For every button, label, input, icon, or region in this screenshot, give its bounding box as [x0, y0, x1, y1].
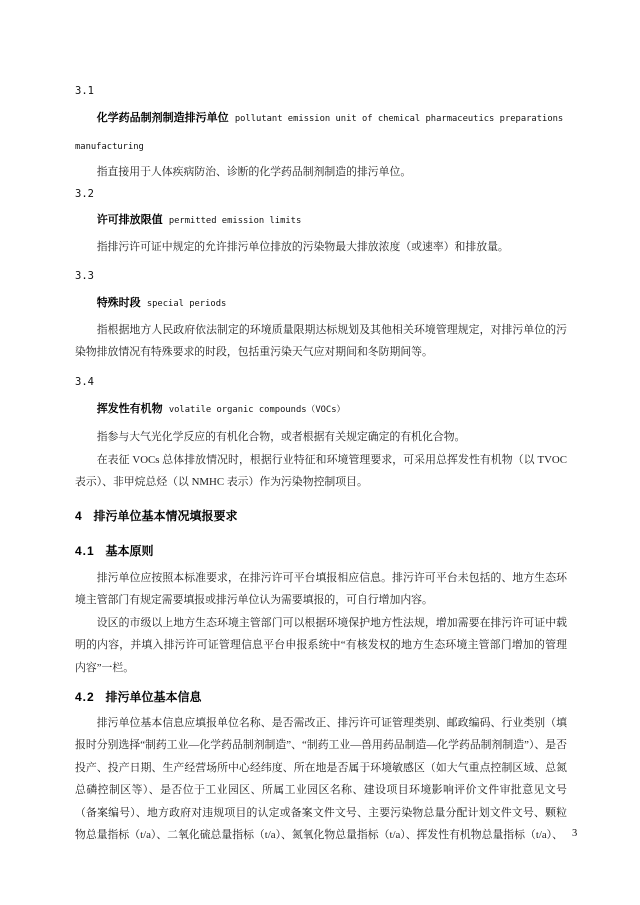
term-definition-3-2: 指排污许可证中规定的允许排污单位排放的污染物最大排放浓度（或速率）和排放量。	[96, 240, 509, 253]
term-en: volatile organic compounds（VOCs）	[168, 405, 346, 415]
term-heading-3-4	[75, 396, 581, 424]
term-definition-3-4: 指参与大气光化学反应的有机化合物，或者根据有关规定确定的有机化合物。	[96, 431, 466, 443]
term-zh: 挥发性有机物	[96, 403, 163, 415]
section-number: 4.2	[75, 690, 95, 704]
clause-number-3-2: 3.2	[75, 188, 94, 200]
section-heading-4-1	[75, 540, 567, 563]
term-heading-3-1	[75, 105, 581, 161]
term-definition-3-1: 指直接用于人体疾病防治、诊断的化学药品制剂制造的排污单位。	[96, 165, 412, 178]
term-zh: 特殊时段	[96, 296, 141, 309]
term-en: special periods	[146, 298, 227, 309]
section-number: 4	[75, 508, 83, 523]
term-heading-3-2	[75, 207, 581, 235]
term-zh: 化学药品制剂制造排污单位	[96, 111, 229, 124]
page-number: 3	[572, 828, 578, 839]
term-definition-3-3: 指根据地方人民政府依法制定的环境质量限期达标规划及其他相关环境管理规定，对排污单位的污染物排放情况有特殊要求的时段，包括重污染天气应对期间和冬防期间等。	[75, 323, 567, 358]
paragraph-4-1-b: 设区的市级以上地方生态环境主管部门可以根据环境保护地方性法规，增加需要在排污许可证中载明的内容，并填入排污许可证管理信息平台申报系统中“有核发权的地方生态环境主管部门增加的管理内容”一栏。	[75, 616, 567, 674]
term-en: pollutant emission unit of chemical pharmaceutics preparations manufacturing	[75, 113, 564, 152]
term-zh: 许可排放限值	[96, 213, 163, 226]
term-definition-3-4-note: 在表征 VOCs 总体排放情况时，根据行业特征和环境管理要求，可采用总挥发性有机物（以 TVOC 表示）、非甲烷总烃（以 NMHC 表示）作为污染物控制项目。	[75, 453, 567, 488]
section-title: 基本原则	[105, 544, 154, 558]
clause-number-3-4: 3.4	[75, 375, 94, 388]
section-title: 排污单位基本情况填报要求	[93, 508, 238, 523]
section-title: 排污单位基本信息	[105, 690, 202, 704]
term-en: permitted emission limits	[168, 215, 302, 226]
paragraph-4-2-a: 排污单位基本信息应填报单位名称、是否需改正、排污许可证管理类别、邮政编码、行业类别（填报时分别选择“制药工业—化学药品制剂制造”、“制药工业—兽用药品制造—化学药品制剂制造”）、是否投产、投产日期、生产经营场所中心经纬度、所在地是否属于环境敏感区（如大气重点控制区域、总氮总磷控制区等）、是否位于工业园区、所属工业园区名称、建设项目环境影响评价文件审批意见文号（备案编号）、地方政府对违规项目的认定或备案文件文号、主要污染物总量分配计划文件文号、颗粒物总量指标（t/a）、二氧化硫总量指标（t/a）、氮氧化物总量指标（t/a）、挥发性有机物总量指标（t/a）、	[75, 716, 567, 841]
term-heading-3-3	[75, 290, 581, 318]
page-content	[75, 0, 567, 847]
clause-number-3-1: 3.1	[75, 85, 94, 97]
paragraph-4-1-a: 排污单位应按照本标准要求，在排污许可平台填报相应信息。排污许可平台未包括的、地方生态环境主管部门有规定需要填报或排污单位认为需要填报的，可自行增加内容。	[75, 571, 567, 606]
section-number: 4.1	[75, 544, 95, 558]
clause-number-3-3: 3.3	[75, 270, 94, 282]
section-heading-4-2	[75, 686, 567, 709]
section-heading-4	[75, 505, 567, 528]
